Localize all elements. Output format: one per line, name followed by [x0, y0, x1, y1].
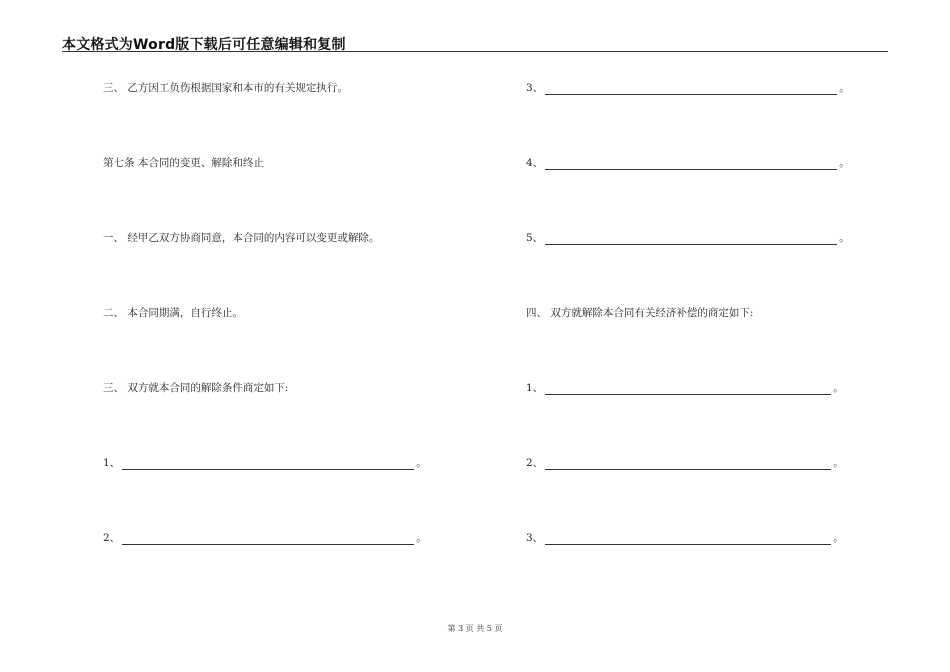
blank-end-mark: 。 [839, 157, 850, 169]
blank-number: 1、 [526, 382, 544, 394]
blank-number: 2、 [103, 532, 121, 544]
blank-underline [545, 536, 831, 545]
fill-in-blank [103, 455, 427, 470]
blank-underline [545, 161, 837, 170]
clause-heading: 四、 双方就解除本合同有关经济补偿的商定如下: [526, 307, 754, 319]
blank-end-mark: 。 [416, 532, 427, 544]
blank-underline [545, 86, 837, 95]
blank-end-mark: 。 [416, 457, 427, 469]
clause-text: 三、 乙方因工负伤根据国家和本市的有关规定执行。 [103, 82, 348, 94]
article-heading: 第七条 本合同的变更、解除和终止 [103, 157, 264, 169]
blank-end-mark: 。 [833, 457, 844, 469]
blank-underline [545, 236, 837, 245]
fill-in-blank [526, 80, 850, 95]
blank-underline [545, 461, 831, 470]
blank-underline [122, 536, 414, 545]
page-number-footer: 第 3 页 共 5 页 [447, 624, 503, 633]
header-divider [62, 51, 888, 52]
page-header-title: 本文格式为Word版下载后可任意编辑和复制 [62, 37, 346, 53]
fill-in-blank [526, 230, 850, 245]
blank-underline [122, 461, 414, 470]
clause-text: 一、 经甲乙双方协商同意，本合同的内容可以变更或解除。 [103, 232, 380, 244]
blank-end-mark: 。 [833, 382, 844, 394]
fill-in-blank [103, 530, 427, 545]
blank-underline [545, 386, 831, 395]
clause-text: 二、 本合同期满，自行终止。 [103, 307, 243, 319]
fill-in-blank [526, 530, 844, 545]
fill-in-blank [526, 155, 850, 170]
blank-number: 1、 [103, 457, 121, 469]
blank-end-mark: 。 [833, 532, 844, 544]
blank-end-mark: 。 [839, 82, 850, 94]
blank-number: 3、 [526, 82, 544, 94]
blank-number: 5、 [526, 232, 544, 244]
blank-end-mark: 。 [839, 232, 850, 244]
blank-number: 4、 [526, 157, 544, 169]
clause-text: 三、 双方就本合同的解除条件商定如下: [103, 382, 289, 394]
fill-in-blank [526, 455, 844, 470]
blank-number: 2、 [526, 457, 544, 469]
fill-in-blank [526, 380, 844, 395]
blank-number: 3、 [526, 532, 544, 544]
